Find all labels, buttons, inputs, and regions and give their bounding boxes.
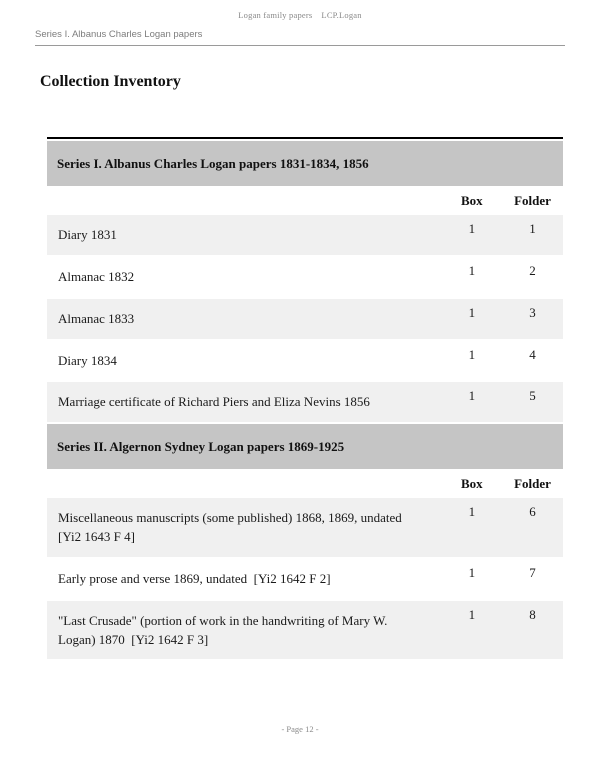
header-divider <box>35 45 565 46</box>
item-box-number: 1 <box>442 601 502 660</box>
item-title: "Last Crusade" (portion of work in the handwriting of Mary W. Logan) 1870 [Yi2 1642 F 3] <box>47 601 442 660</box>
item-box-number: 1 <box>442 299 502 339</box>
item-folder-number: 6 <box>502 498 563 557</box>
inventory-row <box>47 498 563 557</box>
item-box-number: 1 <box>442 257 502 297</box>
inventory-row <box>47 215 563 255</box>
item-folder-number: 4 <box>502 341 563 381</box>
item-title: Marriage certificate of Richard Piers and Eliza Nevins 1856 <box>47 382 442 422</box>
item-box-number: 1 <box>442 215 502 255</box>
inventory-row <box>47 257 563 297</box>
column-header-row <box>47 471 563 496</box>
inventory-row <box>47 601 563 660</box>
item-title: Early prose and verse 1869, undated [Yi2 1642 F 2] <box>47 559 442 599</box>
inventory-table-body <box>47 141 563 659</box>
series-header-row <box>47 141 563 186</box>
item-title: Miscellaneous manuscripts (some published) 1868, 1869, undated [Yi2 1643 F 4] <box>47 498 442 557</box>
inventory-table <box>47 137 563 661</box>
title-column-header <box>47 188 442 213</box>
item-box-number: 1 <box>442 559 502 599</box>
item-box-number: 1 <box>442 498 502 557</box>
column-header-row <box>47 188 563 213</box>
item-title: Almanac 1833 <box>47 299 442 339</box>
inventory-row <box>47 341 563 381</box>
item-title: Diary 1834 <box>47 341 442 381</box>
folder-column-header: Folder <box>502 188 563 213</box>
series-heading: Series II. Algernon Sydney Logan papers 1869-1925 <box>47 424 563 469</box>
inventory-row <box>47 559 563 599</box>
inventory-row <box>47 382 563 422</box>
item-box-number: 1 <box>442 341 502 381</box>
item-title: Almanac 1832 <box>47 257 442 297</box>
running-header-title: Logan family papers <box>238 10 313 20</box>
item-folder-number: 7 <box>502 559 563 599</box>
item-folder-number: 3 <box>502 299 563 339</box>
box-column-header: Box <box>442 471 502 496</box>
item-folder-number: 1 <box>502 215 563 255</box>
item-folder-number: 8 <box>502 601 563 660</box>
page-title: Collection Inventory <box>40 73 181 90</box>
box-column-header: Box <box>442 188 502 213</box>
item-folder-number: 5 <box>502 382 563 422</box>
item-title: Diary 1831 <box>47 215 442 255</box>
breadcrumb-series-label: Series I. Albanus Charles Logan papers <box>35 29 203 40</box>
series-header-row <box>47 424 563 469</box>
inventory-row <box>47 299 563 339</box>
item-folder-number: 2 <box>502 257 563 297</box>
running-header <box>0 0 600 20</box>
running-header-callnumber: LCP.Logan <box>321 10 362 20</box>
title-column-header <box>47 471 442 496</box>
item-box-number: 1 <box>442 382 502 422</box>
folder-column-header: Folder <box>502 471 563 496</box>
page-number: - Page 12 - <box>281 724 319 734</box>
series-heading: Series I. Albanus Charles Logan papers 1831-1834, 1856 <box>47 141 563 186</box>
